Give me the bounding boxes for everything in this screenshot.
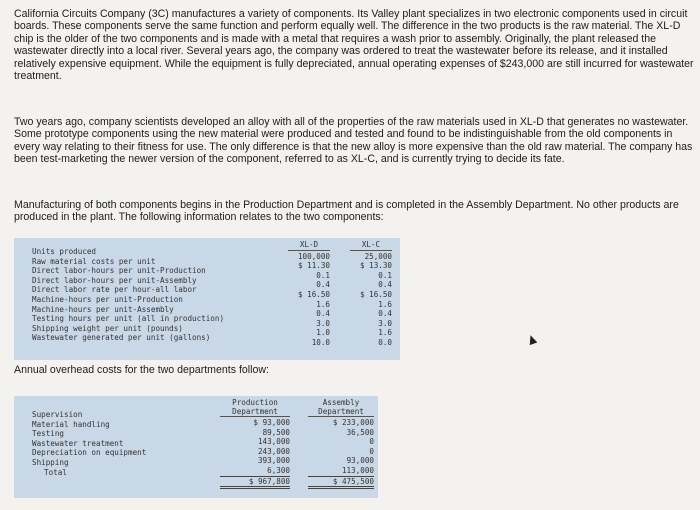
row-label: Direct labor-hours per unit-Production: [32, 266, 206, 276]
assembly-value: 36,500: [346, 427, 374, 437]
overhead-row-labels: [32, 410, 146, 477]
xl-c-header: XL-C: [350, 240, 392, 251]
row-label: Shipping: [32, 457, 69, 467]
assembly-value: 0: [369, 437, 374, 447]
xl-c-value: 1.6: [378, 299, 392, 309]
assembly-value: 0: [369, 446, 374, 456]
production-header-line2: Department: [232, 407, 278, 416]
row-label: Raw material costs per unit: [32, 256, 156, 266]
row-label: Direct labor-hours per unit-Assembly: [32, 275, 197, 285]
assembly-total: $ 475,500: [308, 477, 374, 490]
xl-d-value: $ 16.50: [297, 289, 330, 299]
assembly-header: [308, 398, 374, 417]
row-label: Material handling: [32, 419, 110, 429]
row-label: Wastewater treatment: [32, 438, 124, 448]
production-value: 143,000: [257, 437, 290, 447]
production-total: $ 967,800: [220, 477, 290, 490]
assembly-header-line1: Assembly: [322, 398, 360, 407]
assembly-value: 93,000: [346, 456, 374, 466]
xl-c-value: $ 16.50: [359, 289, 392, 299]
row-label: Machine-hours per unit-Production: [32, 294, 183, 304]
xl-d-value: 1.6: [316, 299, 330, 309]
xl-c-value: 25,000: [364, 251, 392, 261]
production-department-column: [220, 398, 290, 489]
assembly-value: 113,000: [308, 466, 374, 477]
xl-d-value: $ 11.30: [297, 261, 330, 271]
assembly-value: $ 233,000: [332, 418, 374, 427]
row-label: Supervision: [32, 410, 83, 419]
row-label: Machine-hours per unit-Assembly: [32, 304, 174, 314]
row-label: Shipping weight per unit (pounds): [32, 323, 183, 333]
mouse-cursor-icon: [527, 334, 538, 345]
production-header: [220, 398, 290, 417]
xl-c-value: 0.1: [378, 270, 392, 280]
assembly-header-line2: Department: [318, 407, 364, 416]
xl-c-value: 0.4: [378, 280, 392, 290]
row-label: Testing hours per unit (all in production): [32, 314, 225, 324]
xl-d-value: 3.0: [316, 318, 330, 328]
alloy-paragraph: Two years ago, company scientists developed an alloy with all of the properties of the raw materials used in XL-D that generates no wastewater. Some prototype components using the new material were produced and tested and found to be indistinguishable from the old components in every way relating to their fitness for use. The only difference is that the new alloy is more expensive than the old raw material. The company has been test-marketing the newer version of the component, referred to as XL-C, and is currently trying to decide its fate.: [14, 116, 693, 166]
xl-c-value: 0.4: [378, 309, 392, 319]
row-label: Direct labor rate per hour-all labor: [32, 285, 197, 295]
xl-c-column: [350, 240, 392, 348]
manufacturing-paragraph: Manufacturing of both components begins in the Production Department and is completed in the Assembly Department. No other products are produced in the plant. The following information relates to the two components:: [14, 199, 679, 224]
row-label: Wastewater generated per unit (gallons): [32, 333, 211, 343]
xl-c-value: 3.0: [378, 318, 392, 328]
xl-d-value: 100,000: [297, 251, 330, 261]
xl-d-value: 10.0: [311, 337, 330, 347]
xl-d-value: 0.4: [316, 309, 330, 319]
xl-d-column: [288, 240, 330, 348]
overhead-intro: Annual overhead costs for the two departments follow:: [14, 364, 269, 376]
xl-c-value: 1.6: [378, 328, 392, 338]
total-label: Total: [44, 467, 67, 477]
production-header-line1: Production: [232, 398, 278, 407]
assembly-department-column: [308, 398, 374, 489]
xl-c-value: $ 13.30: [359, 261, 392, 271]
component-row-labels: [32, 247, 224, 343]
intro-paragraph: California Circuits Company (3C) manufactures a variety of components. Its Valley plant specializes in two electronic components used in circuit boards. These components serve the same function and perform equally well. The difference in the two products is the raw material. The XL-D chip is the older of the two components and is made with a metal that requires a wash prior to assembly. Originally, the plant released the wastewater directly into a local river. Several years ago, the company was ordered to treat the wastewater before its release, and it installed relatively expensive equipment. While the equipment is fully depreciated, annual operating expenses of $243,000 are still incurred for wastewater treatment.: [14, 8, 694, 83]
xl-d-value: 1.0: [316, 328, 330, 338]
production-value: 89,500: [262, 427, 290, 437]
production-value: 393,000: [257, 456, 290, 466]
xl-d-value: 0.1: [316, 270, 330, 280]
row-label: Depreciation on equipment: [32, 448, 147, 458]
production-value: 6,300: [220, 466, 290, 477]
production-value: 243,000: [257, 446, 290, 456]
row-label: Testing: [32, 429, 65, 439]
xl-d-header: XL-D: [288, 240, 330, 251]
row-label: Units produced: [32, 247, 97, 256]
overhead-costs-table: [14, 396, 378, 498]
xl-d-value: 0.4: [316, 280, 330, 290]
component-info-table: [14, 238, 400, 360]
production-value: $ 93,000: [253, 418, 290, 427]
xl-c-value: 0.0: [378, 337, 392, 347]
